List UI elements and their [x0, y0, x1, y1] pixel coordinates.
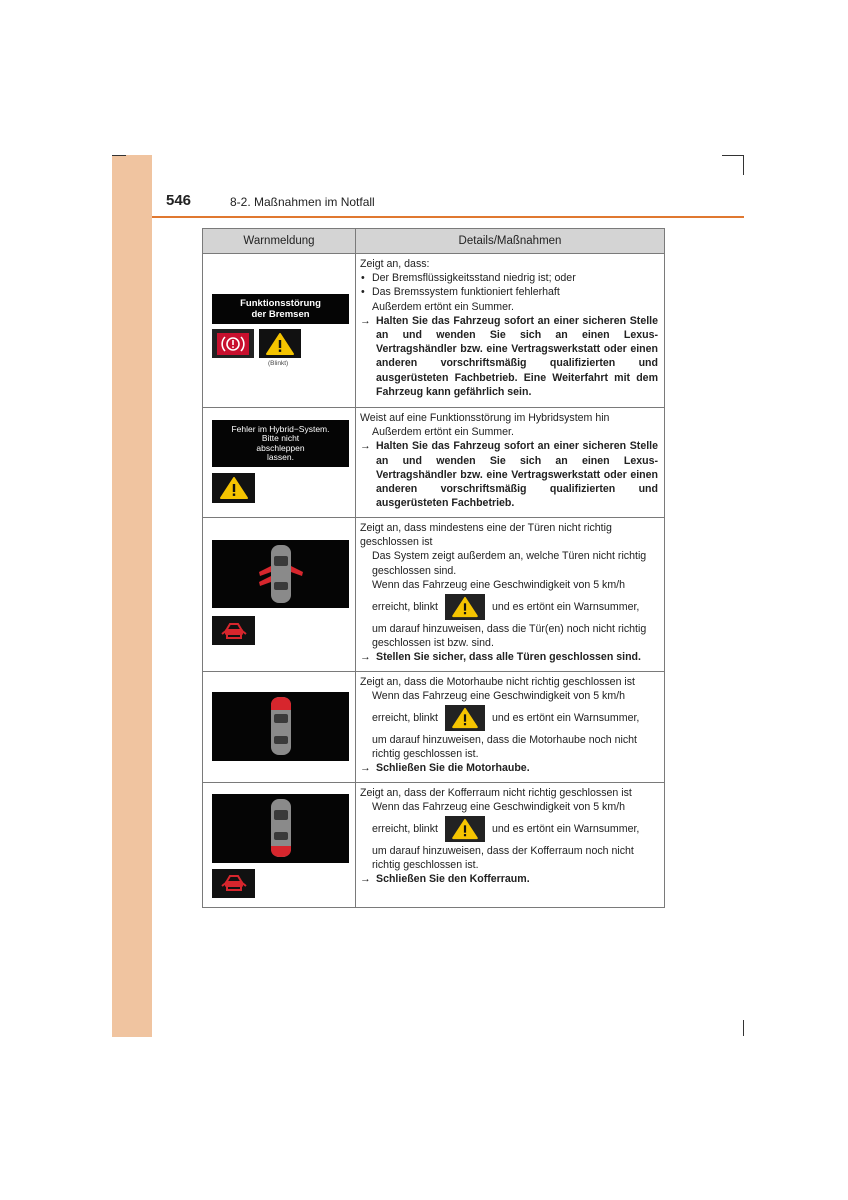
blink-label: (Blinkt) — [268, 360, 289, 367]
blink-after: und es ertönt ein Warnsummer, — [491, 822, 640, 835]
side-color-band — [112, 155, 152, 1037]
screen-line: Bitte nicht — [261, 433, 300, 443]
details-note: Wenn das Fahrzeug eine Geschwindigkeit von 5 km/h — [372, 578, 626, 591]
car-doors-open-icon — [251, 542, 311, 606]
door-warning-light — [212, 616, 255, 645]
details-note: Außerdem ertönt ein Summer. — [372, 426, 514, 439]
warning-triangle-icon — [219, 476, 249, 500]
bullet-symbol: • — [361, 272, 365, 285]
blink-line — [360, 703, 658, 733]
hybrid-message-screen — [212, 420, 349, 467]
arrow-symbol: → — [360, 440, 371, 453]
details-intro: Zeigt an, dass die Motorhaube nicht richtig geschlossen ist — [360, 675, 635, 688]
warning-image-cell — [203, 408, 356, 518]
brake-message-screen — [212, 294, 349, 324]
master-warning-light — [445, 594, 485, 620]
column-header-details: Details/Maßnahmen — [356, 229, 665, 254]
arrow-symbol: → — [360, 873, 371, 886]
warning-image-cell — [203, 518, 356, 672]
warning-image-cell — [203, 671, 356, 782]
master-warning-light — [212, 473, 255, 503]
blink-after: und es ertönt ein Warnsummer, — [491, 711, 640, 724]
table-row-hybrid — [203, 408, 665, 518]
details-note: Außerdem ertönt ein Summer. — [372, 300, 514, 313]
arrow-symbol: → — [360, 651, 371, 664]
brake-warning-light — [212, 329, 254, 358]
section-title: 8-2. Maßnahmen im Notfall — [230, 195, 375, 209]
master-warning-light — [259, 329, 301, 358]
details-cell — [356, 408, 665, 518]
screen-line: der Bremsen — [251, 309, 310, 320]
details-cell — [356, 518, 665, 672]
hood-open-screen — [212, 692, 349, 761]
warning-triangle-icon — [451, 818, 479, 840]
details-note: Das System zeigt außerdem an, welche Türen nicht richtig geschlossen sind. — [372, 550, 647, 577]
car-trunk-open-icon — [261, 796, 301, 860]
blink-before: erreicht, blinkt — [372, 711, 438, 724]
screen-line: Fehler im Hybrid−System. — [231, 423, 330, 434]
details-action: → Halten Sie das Fahrzeug sofort an einer sicheren Stelle an und wenden Sie sich an einen Lexus-Vertragshändler bzw. eine Vertragswerkstatt oder einen anderen vorschriftsmäßig qualifizierten und ausgerüsteten Fachbetrieb. Eine Weiterfahrt mit dem Fahrzeug kann gefährlich sein. — [360, 314, 658, 398]
table-row-trunk — [203, 782, 665, 907]
bullet-symbol: • — [361, 286, 365, 299]
crop-mark-bottom-right — [743, 1020, 744, 1036]
open-door-car-icon — [219, 872, 249, 894]
details-action: → Schließen Sie den Kofferraum. — [360, 873, 530, 886]
warning-triangle-icon — [265, 332, 295, 356]
details-cell — [356, 254, 665, 408]
details-action: → Schließen Sie die Motorhaube. — [360, 762, 530, 775]
details-intro: Zeigt an, dass: — [360, 258, 430, 270]
details-note: um darauf hinzuweisen, dass die Tür(en) noch nicht richtig geschlossen ist bzw. sind. — [372, 623, 647, 650]
details-bullet: • Das Bremssystem funktioniert fehlerhaft — [361, 286, 560, 299]
table-row-brake — [203, 254, 665, 408]
details-cell — [356, 782, 665, 907]
header-rule — [152, 216, 744, 218]
door-warning-light — [212, 869, 255, 898]
master-warning-light — [445, 816, 485, 842]
details-intro: Weist auf eine Funktionsstörung im Hybridsystem hin — [360, 412, 610, 424]
door-open-screen — [212, 540, 349, 608]
page-number: 546 — [166, 192, 192, 209]
crop-mark-top-right-v — [743, 155, 744, 175]
details-bullet: • Der Bremsflüssigkeitsstand niedrig ist; oder — [361, 272, 576, 285]
screen-line: lassen. — [267, 452, 294, 462]
arrow-symbol: → — [360, 314, 371, 327]
table-row-hood — [203, 671, 665, 782]
details-note: um darauf hinzuweisen, dass der Kofferraum noch nicht richtig geschlossen ist. — [372, 845, 634, 872]
details-action: → Stellen Sie sicher, dass alle Türen geschlossen sind. — [360, 651, 641, 664]
screen-line: Funktionsstörung — [240, 298, 321, 309]
brake-warning-icon — [217, 333, 249, 355]
screen-line: abschleppen — [256, 442, 305, 453]
car-hood-open-icon — [261, 694, 301, 758]
table-header-row — [203, 229, 665, 254]
details-note: Wenn das Fahrzeug eine Geschwindigkeit von 5 km/h — [372, 689, 626, 702]
warning-table — [202, 228, 665, 908]
warning-triangle-icon — [451, 707, 479, 729]
blink-before: erreicht, blinkt — [372, 822, 438, 835]
warning-image-cell — [203, 254, 356, 408]
crop-mark-top-left — [112, 155, 126, 156]
column-header-warning: Warnmeldung — [203, 229, 356, 254]
details-cell — [356, 671, 665, 782]
blink-line — [360, 592, 658, 622]
warning-triangle-icon — [451, 596, 479, 618]
open-door-car-icon — [219, 620, 249, 642]
blink-after: und es ertönt ein Warnsummer, — [491, 600, 640, 613]
warning-image-cell — [203, 782, 356, 907]
details-intro: Zeigt an, dass mindestens eine der Türen nicht richtig geschlossen ist — [360, 522, 612, 549]
blink-before: erreicht, blinkt — [372, 600, 438, 613]
blink-line — [360, 814, 658, 844]
crop-mark-top-right-h — [722, 155, 744, 156]
details-intro: Zeigt an, dass der Kofferraum nicht richtig geschlossen ist — [360, 786, 632, 799]
master-warning-light — [445, 705, 485, 731]
details-note: Wenn das Fahrzeug eine Geschwindigkeit von 5 km/h — [372, 800, 626, 813]
details-note: um darauf hinzuweisen, dass die Motorhaube noch nicht richtig geschlossen ist. — [372, 734, 638, 761]
arrow-symbol: → — [360, 762, 371, 775]
trunk-open-screen — [212, 794, 349, 863]
table-row-doors — [203, 518, 665, 672]
details-action: → Halten Sie das Fahrzeug sofort an einer sicheren Stelle an und wenden Sie sich an einen Lexus-Vertragshändler bzw. eine Vertragswerkstatt oder einen anderen vorschriftsmäßig qualifizierten und ausgerüsteten Fachbetrieb. — [360, 440, 658, 510]
